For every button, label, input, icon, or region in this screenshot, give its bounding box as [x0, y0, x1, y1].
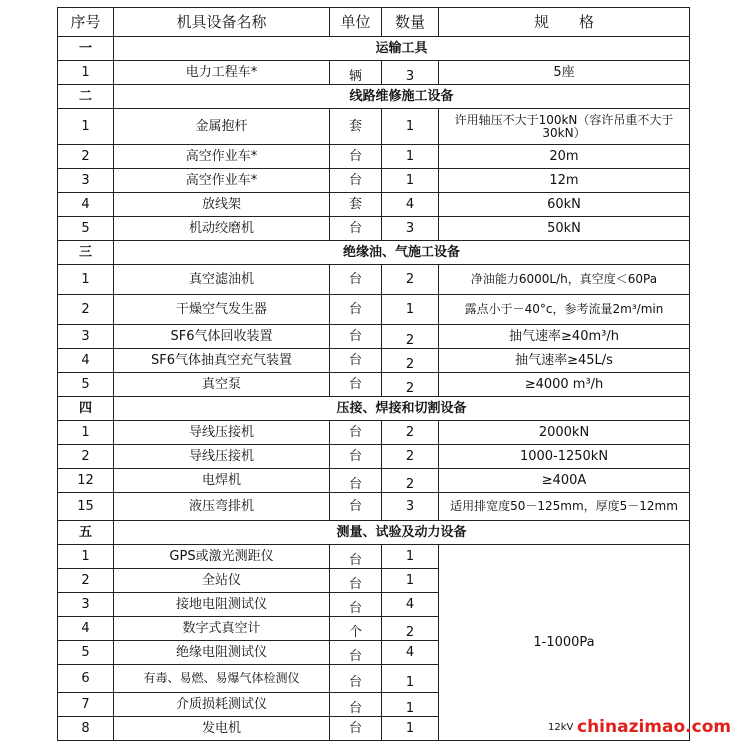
row-qty: 2 [382, 445, 439, 469]
row-seq: 1 [58, 545, 114, 569]
table-row [58, 265, 690, 295]
section-title: 运输工具 [114, 37, 690, 61]
row-name: 电力工程车* [114, 61, 330, 85]
row-name: 机动绞磨机 [114, 217, 330, 241]
row-name: 液压弯排机 [114, 493, 330, 521]
row-seq: 4 [58, 193, 114, 217]
row-seq: 5 [58, 217, 114, 241]
row-unit-text: 台 [348, 476, 362, 492]
section-row [58, 85, 690, 109]
row-spec: 12m [439, 169, 690, 193]
row-seq: 1 [58, 109, 114, 145]
row-name: 真空滤油机 [114, 265, 330, 295]
row-qty-text: 1 [405, 700, 415, 716]
row-spec: 20m [439, 145, 690, 169]
table-row [58, 349, 690, 373]
row-unit [330, 545, 382, 569]
row-name: 导线压接机 [114, 421, 330, 445]
row-spec: ≥400A [439, 469, 690, 493]
row-unit-text: 台 [348, 600, 362, 616]
row-spec: 60kN [439, 193, 690, 217]
row-seq: 2 [58, 445, 114, 469]
row-qty: 3 [382, 493, 439, 521]
partial-spec-text: 12kV [548, 722, 574, 733]
row-unit-text: 台 [348, 576, 362, 592]
row-unit [330, 61, 382, 85]
row-name: 导线压接机 [114, 445, 330, 469]
row-qty: 2 [382, 421, 439, 445]
row-unit [330, 593, 382, 617]
row-name: 绝缘电阻测试仪 [114, 641, 330, 665]
row-seq: 3 [58, 325, 114, 349]
row-qty [382, 349, 439, 373]
row-unit: 台 [330, 445, 382, 469]
row-seq: 3 [58, 169, 114, 193]
table-row [58, 445, 690, 469]
row-unit [330, 617, 382, 641]
row-qty: 2 [382, 265, 439, 295]
header-name: 机具设备名称 [114, 8, 330, 37]
row-name: 数字式真空计 [114, 617, 330, 641]
row-spec: 50kN [439, 217, 690, 241]
row-qty-text: 2 [405, 476, 415, 492]
row-name: 介质损耗测试仪 [114, 693, 330, 717]
row-qty [382, 469, 439, 493]
section-seq: 一 [58, 37, 114, 61]
row-seq: 1 [58, 61, 114, 85]
row-spec: 1000-1250kN [439, 445, 690, 469]
table-row [58, 169, 690, 193]
row-qty-text: 2 [405, 332, 415, 348]
row-qty: 1 [382, 145, 439, 169]
row-qty [382, 617, 439, 641]
row-seq: 1 [58, 265, 114, 295]
row-qty: 1 [382, 717, 439, 741]
row-seq: 2 [58, 145, 114, 169]
row-name: 金属抱杆 [114, 109, 330, 145]
section-row [58, 521, 690, 545]
watermark-text: chinazimao.com [577, 717, 732, 737]
row-name: GPS或激光测距仪 [114, 545, 330, 569]
table-row [58, 145, 690, 169]
row-name: 全站仪 [114, 569, 330, 593]
row-seq: 8 [58, 717, 114, 741]
row-unit-text: 个 [348, 624, 362, 640]
equipment-table [57, 7, 690, 741]
header-row [58, 8, 690, 37]
row-unit-text: 台 [348, 552, 362, 568]
section-row [58, 37, 690, 61]
row-seq: 2 [58, 295, 114, 325]
section-row [58, 397, 690, 421]
row-qty: 1 [382, 109, 439, 145]
section-seq: 二 [58, 85, 114, 109]
row-spec: 5座 [439, 61, 690, 85]
row-name: 干燥空气发生器 [114, 295, 330, 325]
row-qty: 1 [382, 169, 439, 193]
table-row [58, 493, 690, 521]
row-qty-text: 2 [405, 356, 415, 372]
row-qty-text: 2 [405, 624, 415, 640]
row-qty [382, 61, 439, 85]
row-unit: 台 [330, 349, 382, 373]
row-unit: 台 [330, 373, 382, 397]
section-row [58, 241, 690, 265]
row-seq: 5 [58, 373, 114, 397]
row-qty: 1 [382, 545, 439, 569]
row-unit: 套 [330, 193, 382, 217]
row-seq: 15 [58, 493, 114, 521]
row-unit: 台 [330, 217, 382, 241]
row-unit: 台 [330, 325, 382, 349]
row-spec: 抽气速率≥40m³/h [439, 325, 690, 349]
row-qty [382, 325, 439, 349]
row-unit: 台 [330, 295, 382, 325]
row-qty-text: 1 [405, 674, 415, 690]
table-row [58, 325, 690, 349]
table-row [58, 469, 690, 493]
row-unit-text: 台 [348, 674, 362, 690]
row-unit: 台 [330, 421, 382, 445]
row-unit-text: 台 [348, 648, 362, 664]
row-qty: 4 [382, 193, 439, 217]
section-seq: 三 [58, 241, 114, 265]
row-name: 真空泵 [114, 373, 330, 397]
section-title: 压接、焊接和切割设备 [114, 397, 690, 421]
row-unit: 台 [330, 169, 382, 193]
row-name: 放线架 [114, 193, 330, 217]
table-row [58, 193, 690, 217]
row-spec: 2000kN [439, 421, 690, 445]
row-unit [330, 569, 382, 593]
row-name: SF6气体回收装置 [114, 325, 330, 349]
row-seq: 5 [58, 641, 114, 665]
row-spec: 许用轴压不大于100kN（容许吊重不大于30kN） [439, 109, 690, 145]
row-unit: 台 [330, 493, 382, 521]
section-title: 线路维修施工设备 [114, 85, 690, 109]
row-unit [330, 469, 382, 493]
row-spec: 净油能力6000L/h，真空度＜60Pa [439, 265, 690, 295]
row-qty [382, 693, 439, 717]
row-seq: 2 [58, 569, 114, 593]
row-name: 高空作业车* [114, 169, 330, 193]
row-seq: 12 [58, 469, 114, 493]
section-seq: 四 [58, 397, 114, 421]
header-qty: 数量 [382, 8, 439, 37]
row-qty-text: 3 [405, 68, 415, 84]
row-name: 高空作业车* [114, 145, 330, 169]
row-unit: 台 [330, 265, 382, 295]
table-row [58, 373, 690, 397]
row-spec: 适用排宽度50－125mm，厚度5－12mm [439, 493, 690, 521]
row-spec: 露点小于－40°c，参考流量2m³/min [439, 295, 690, 325]
row-name: 发电机 [114, 717, 330, 741]
row-unit [330, 641, 382, 665]
row-qty: 4 [382, 641, 439, 665]
row-name: 电焊机 [114, 469, 330, 493]
header-seq: 序号 [58, 8, 114, 37]
table-row [58, 421, 690, 445]
row-qty-text: 2 [405, 380, 415, 396]
row-name: 接地电阻测试仪 [114, 593, 330, 617]
row-spec: 抽气速率≥45L/s [439, 349, 690, 373]
section-title: 测量、试验及动力设备 [114, 521, 690, 545]
row-unit: 台 [330, 717, 382, 741]
row-qty: 4 [382, 593, 439, 617]
row-qty: 1 [382, 295, 439, 325]
row-seq: 4 [58, 349, 114, 373]
header-unit: 单位 [330, 8, 382, 37]
row-seq: 3 [58, 593, 114, 617]
table-row [58, 61, 690, 85]
row-unit [330, 693, 382, 717]
section-seq: 五 [58, 521, 114, 545]
table-row [58, 295, 690, 325]
section-title: 绝缘油、气施工设备 [114, 241, 690, 265]
row-qty [382, 665, 439, 693]
row-unit-text: 辆 [348, 68, 362, 84]
table-row [58, 109, 690, 145]
row-spec: ≥4000 m³/h [439, 373, 690, 397]
row-unit: 套 [330, 109, 382, 145]
row-name: 有毒、易燃、易爆气体检测仪 [114, 665, 330, 693]
row-seq: 1 [58, 421, 114, 445]
table-row [58, 545, 690, 569]
row-seq: 6 [58, 665, 114, 693]
row-qty [382, 373, 439, 397]
row-unit-text: 台 [348, 700, 362, 716]
row-qty: 3 [382, 217, 439, 241]
row-spec-merged: 1-1000Pa [439, 545, 690, 741]
row-unit [330, 665, 382, 693]
table-row [58, 217, 690, 241]
row-seq: 7 [58, 693, 114, 717]
header-spec: 规 格 [439, 8, 690, 37]
row-seq: 4 [58, 617, 114, 641]
row-name: SF6气体抽真空充气装置 [114, 349, 330, 373]
row-unit: 台 [330, 145, 382, 169]
row-qty: 1 [382, 569, 439, 593]
